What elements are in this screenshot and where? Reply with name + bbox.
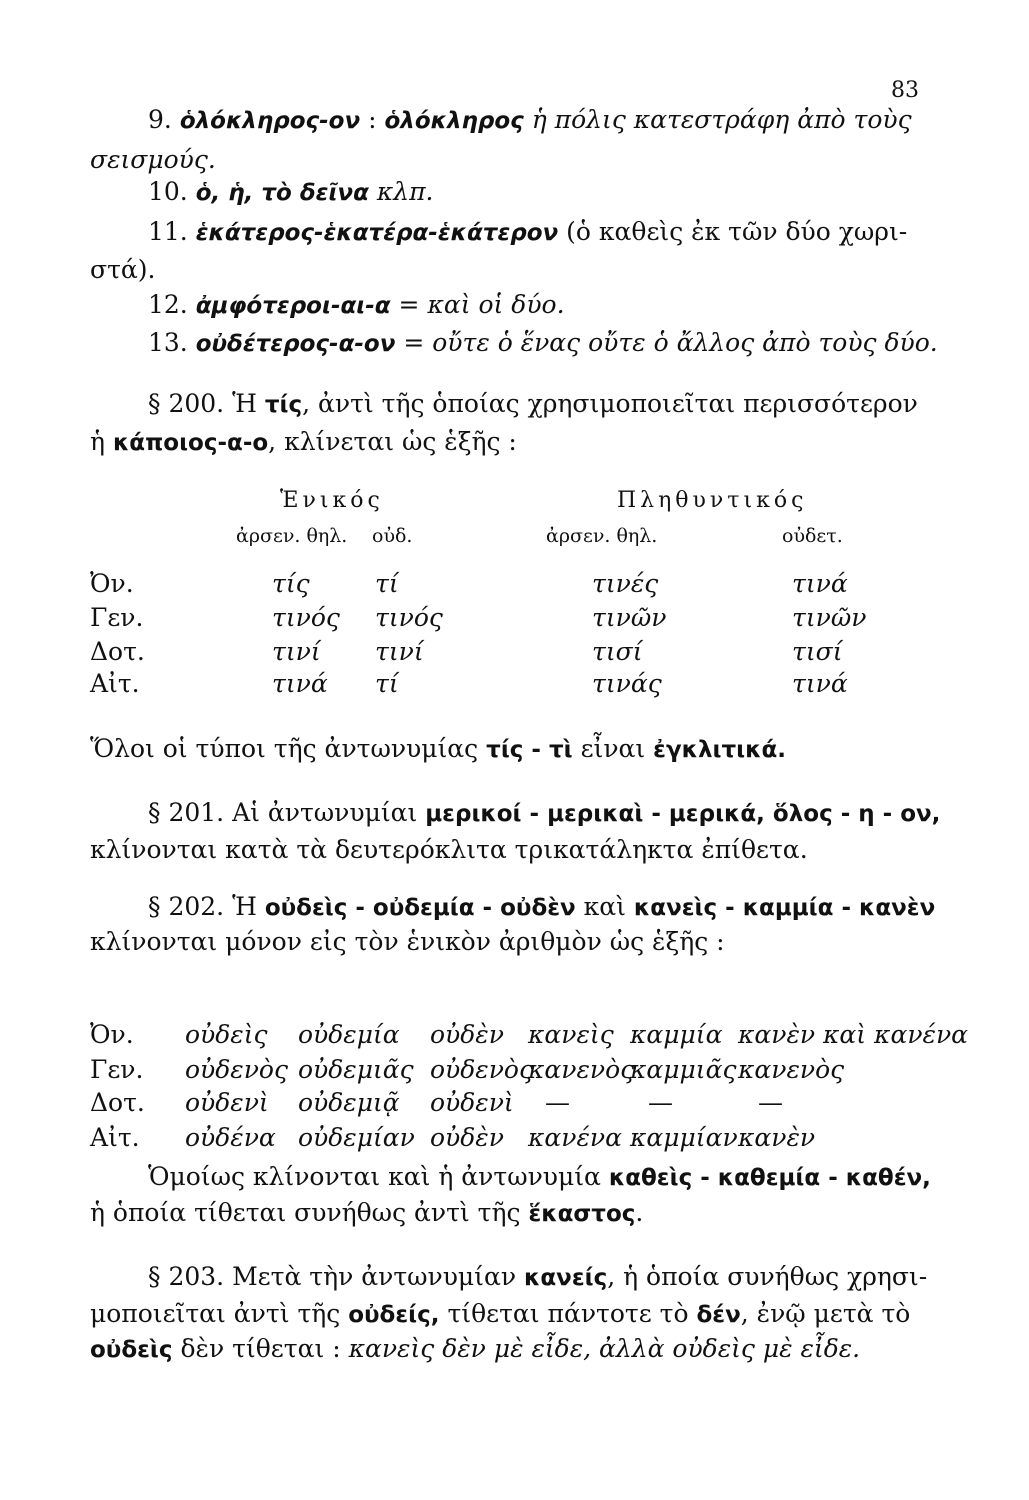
subheader: οὐδετ. — [782, 525, 843, 547]
bold-term: κανείς — [524, 1265, 608, 1291]
bold-term: ἐγκλιτικά. — [653, 737, 787, 763]
bold-term: οὐδεὶς - οὐδεμία - οὐδὲν — [264, 895, 576, 921]
paragraph-200: § 200. Ἡ τίς, ἀντὶ τῆς ὁποίας χρησιμοποιεῖται περισσότερον — [148, 389, 918, 418]
paragraph-201-cont: κλίνονται κατὰ τὰ δευτερόκλιτα τρικατάληκτα ἐπίθετα. — [90, 835, 808, 864]
header-singular: Ἑνικός — [280, 488, 384, 513]
paragraph-202-cont: κλίνονται μόνον εἰς τὸν ἑνικὸν ἀριθμὸν ὡς ἑξῆς : — [90, 927, 725, 956]
item-term: ἀμφότεροι-αι-α — [195, 293, 391, 319]
list-item-11-cont: στά). — [90, 255, 156, 284]
list-item-13: 13. οὐδέτερος-α-ον = οὔτε ὁ ἕνας οὔτε ὁ ἄλλος ἀπὸ τοὺς δύο. — [148, 328, 938, 357]
bold-term: μερικοί - μερικαὶ - μερικά, ὅλος - η - ον, — [425, 801, 941, 827]
list-item-9-cont: σεισμούς. — [90, 145, 216, 174]
bold-term: τίς - τὶ — [486, 737, 573, 763]
note-katheis: Ὁμοίως κλίνονται καὶ ἡ ἀντωνυμία καθεὶς - καθεμία - καθέν, — [148, 1162, 931, 1191]
book-page: 83 9. ὁλόκληρος-ον : ὁλόκληρος ἡ πόλις κατεστράφη ἀπὸ τοὺς σεισμούς. 10. ὁ, ἡ, τὸ δεῖνα κλπ. 11. ἑκάτερος-ἑκατέρα-ἑκάτερον (ὁ καθεὶς ἐκ τῶν δύο χωρι- στά). 12. ἀμφότεροι-αι-α = καὶ οἱ δύο. 13. οὐδέτερος-α-ον = οὔτε ὁ ἕνας οὔτε ὁ ἄλλος ἀπὸ τοὺς δύο. § 200. Ἡ τίς, ἀντὶ τῆς ὁποίας χρησιμοποιεῖται περισσότερον ἡ κάποιος-α-ο, κλίνεται ὡς ἑξῆς : Ἑνικός Πληθυντικός ἀρσεν. θηλ. οὐδ. ἀρσεν. θηλ. οὐδετ. Ὀν. τίς τί τινές τινά Γεν. τινός τινός τινῶν τινῶν Δοτ. τινί τινί τισί τισί Αἰτ. τινά τί τινάς τινά Ὅλοι οἱ τύποι τῆς ἀντωνυμίας τίς - τὶ εἶναι ἐγκλιτικά. § 201. Αἱ ἀντωνυμίαι μερικοί - μερικαὶ - μερικά, ὅλος - η - ον, κλίνονται κατὰ τὰ δευτερόκλιτα τρικατάληκτα ἐπίθετα. § 202. Ἡ οὐδεὶς - οὐδεμία - οὐδὲν καὶ κανεὶς - καμμία - κανὲν κλίνονται μόνον εἰς τὸν ἑνικὸν ἀριθμὸν ὡς ἑξῆς : Ὀν. οὐδεὶς οὐδεμία οὐδὲν κανεὶς καμμία κανὲν καὶ κανένα Γεν. οὐδενὸς οὐδεμιᾶς οὐδενὸς κανενὸς καμμιᾶς κανενὸς Δοτ. οὐδενὶ οὐδεμιᾷ οὐδενὶ — — — Αἰτ. οὐδένα οὐδεμίαν οὐδὲν κανένα καμμίαν κανὲν Ὁμοίως κλίνονται καὶ ἡ ἀντωνυμία καθεὶς - καθεμία - καθέν, ἡ ὁποία τίθεται συνήθως ἀντὶ τῆς ἕκαστος. § 203. Μετὰ τὴν ἀντωνυμίαν κανείς, ἡ ὁποία συνήθως χρησι- μοποιεῖται ἀντὶ τῆς οὐδείς, τίθεται πάντοτε τὸ δέν, ἐνῷ μετὰ τὸ οὐδεὶς δὲν τίθεται : κανεὶς δὲν μὲ εἶδε, ἀλλὰ οὐδεὶς μὲ εἶδε. — [0, 0, 1029, 1500]
paragraph-203-line3: οὐδεὶς δὲν τίθεται : κανεὶς δὲν μὲ εἶδε, ἀλλὰ οὐδεὶς μὲ εἶδε. — [90, 1334, 861, 1363]
bold-term: κάποιος-α-ο — [112, 430, 269, 456]
item-number: 9. — [148, 105, 172, 134]
bold-term: τίς — [264, 392, 303, 418]
bold-term: καθεὶς - καθεμία - καθέν, — [608, 1165, 931, 1191]
note-katheis-cont: ἡ ὁποία τίθεται συνήθως ἀντὶ τῆς ἕκαστος. — [90, 1198, 644, 1227]
list-item-9: 9. ὁλόκληρος-ον : ὁλόκληρος ἡ πόλις κατεστράφη ἀπὸ τοὺς — [148, 105, 912, 134]
bold-term: δέν — [696, 1302, 741, 1328]
bold-term: οὐδείς, — [348, 1302, 440, 1328]
item-term: ὁλόκληρος-ον — [179, 108, 361, 134]
section-number: § 201. — [148, 798, 225, 827]
item-term: οὐδέτερος-α-ον — [195, 331, 396, 357]
paragraph-200-cont: ἡ κάποιος-α-ο, κλίνεται ὡς ἑξῆς : — [90, 427, 517, 456]
bold-term: οὐδεὶς — [90, 1337, 173, 1363]
paragraph-201: § 201. Αἱ ἀντωνυμίαι μερικοί - μερικαὶ - μερικά, ὅλος - η - ον, — [148, 798, 941, 827]
paragraph-202: § 202. Ἡ οὐδεὶς - οὐδεμία - οὐδὲν καὶ κανεὶς - καμμία - κανὲν — [148, 892, 936, 921]
item-example: ἡ πόλις κατεστράφη ἀπὸ τοὺς — [523, 105, 912, 134]
bold-term: κανεὶς - καμμία - κανὲν — [633, 895, 936, 921]
item-term-example: ὁλόκληρος — [384, 108, 524, 134]
item-term: ὁ, ἡ, τὸ δεῖνα — [195, 180, 369, 206]
bold-term: ἕκαστος — [528, 1201, 636, 1227]
section-number: § 202. — [148, 892, 225, 921]
page-number: 83 — [891, 78, 919, 103]
list-item-12: 12. ἀμφότεροι-αι-α = καὶ οἱ δύο. — [148, 290, 565, 319]
subheader: οὐδ. — [372, 525, 413, 547]
list-item-10: 10. ὁ, ἡ, τὸ δεῖνα κλπ. — [148, 177, 434, 206]
paragraph-203: § 203. Μετὰ τὴν ἀντωνυμίαν κανείς, ἡ ὁποία συνήθως χρησι- — [148, 1262, 928, 1291]
list-item-11: 11. ἑκάτερος-ἑκατέρα-ἑκάτερον (ὁ καθεὶς ἐκ τῶν δύο χωρι- — [148, 217, 908, 246]
header-plural: Πληθυντικός — [617, 488, 808, 513]
paragraph-203-line2: μοποιεῖται ἀντὶ τῆς οὐδείς, τίθεται πάντοτε τὸ δέν, ἐνῷ μετὰ τὸ — [90, 1299, 911, 1328]
note-enclitic: Ὅλοι οἱ τύποι τῆς ἀντωνυμίας τίς - τὶ εἶναι ἐγκλιτικά. — [90, 734, 787, 763]
subheader: ἀρσεν. θηλ. — [546, 525, 658, 547]
example-sentence: κανεὶς δὲν μὲ εἶδε, ἀλλὰ οὐδεὶς μὲ εἶδε. — [348, 1334, 861, 1363]
section-number: § 200. — [148, 389, 225, 418]
subheader: ἀρσεν. θηλ. — [236, 525, 348, 547]
item-term: ἑκάτερος-ἑκατέρα-ἑκάτερον — [195, 220, 559, 246]
section-number: § 203. — [148, 1262, 225, 1291]
